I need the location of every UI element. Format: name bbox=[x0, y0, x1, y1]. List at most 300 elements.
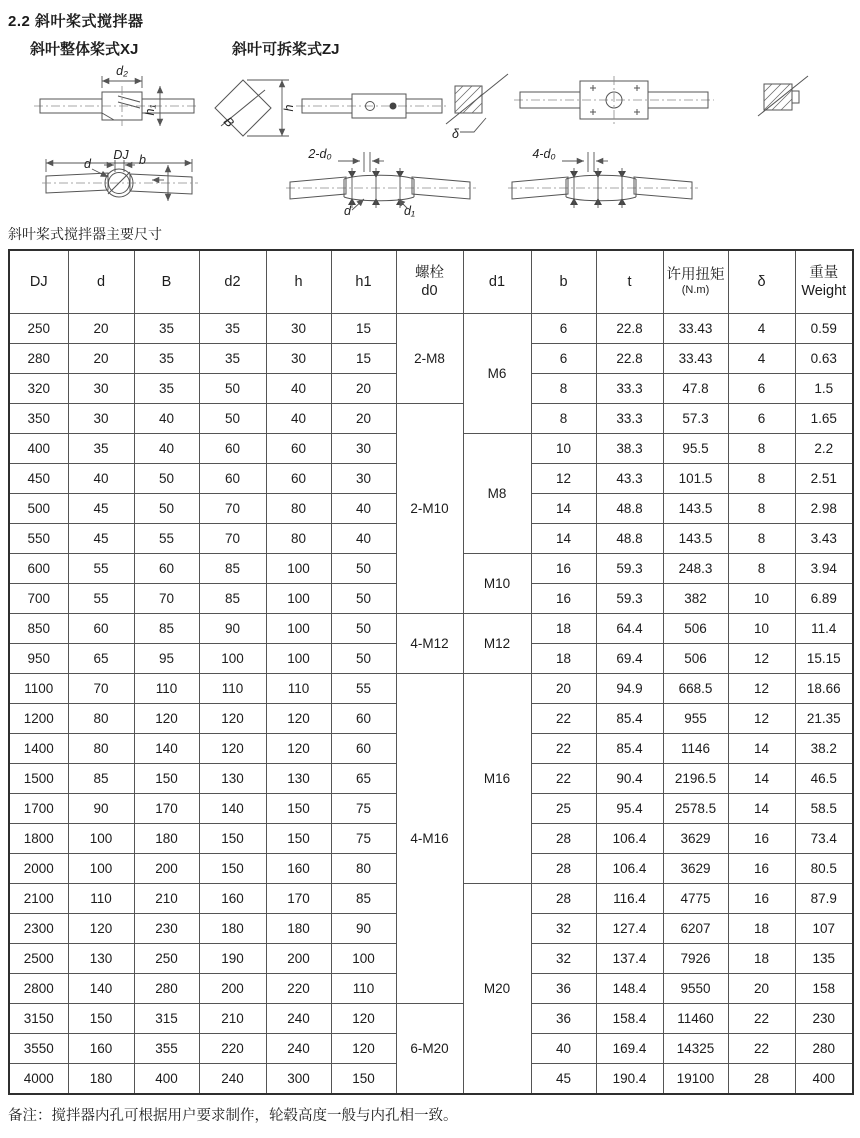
cell-h: 100 bbox=[266, 554, 331, 584]
cell-d2: 50 bbox=[199, 404, 266, 434]
table-row bbox=[9, 614, 853, 644]
cell-weight: 0.63 bbox=[795, 344, 853, 374]
cell-b: 20 bbox=[531, 674, 596, 704]
cell-d: 30 bbox=[68, 404, 134, 434]
cell-b: 16 bbox=[531, 554, 596, 584]
cell-b: 18 bbox=[531, 644, 596, 674]
cell-h1: 120 bbox=[331, 1034, 396, 1064]
dim-label-h1: h₁ bbox=[143, 104, 157, 116]
cell-h: 110 bbox=[266, 674, 331, 704]
cell-d1: M16 bbox=[463, 674, 531, 884]
cell-weight: 1.5 bbox=[795, 374, 853, 404]
cell-t: 43.3 bbox=[596, 464, 663, 494]
cell-t: 59.3 bbox=[596, 584, 663, 614]
cell-b-blade: 180 bbox=[134, 824, 199, 854]
cell-b-blade: 60 bbox=[134, 554, 199, 584]
cell-t: 33.3 bbox=[596, 374, 663, 404]
cell-h1: 110 bbox=[331, 974, 396, 1004]
cell-d2: 70 bbox=[199, 494, 266, 524]
cell-h: 120 bbox=[266, 734, 331, 764]
cell-d: 160 bbox=[68, 1034, 134, 1064]
cell-weight: 3.43 bbox=[795, 524, 853, 554]
cell-torque: 101.5 bbox=[663, 464, 728, 494]
cell-torque: 2578.5 bbox=[663, 794, 728, 824]
cell-h: 120 bbox=[266, 704, 331, 734]
variant-label-xj: 斜叶整体桨式XJ bbox=[30, 41, 139, 58]
cell-h1: 50 bbox=[331, 554, 396, 584]
col-header-weight: 重量 Weight bbox=[795, 250, 853, 314]
variant-labels bbox=[8, 38, 852, 60]
table-row bbox=[9, 404, 853, 434]
cell-t: 85.4 bbox=[596, 734, 663, 764]
cell-bolt-d0: 4-M16 bbox=[396, 674, 463, 1004]
cell-b: 22 bbox=[531, 704, 596, 734]
cell-delta: 20 bbox=[728, 974, 795, 1004]
cell-weight: 1.65 bbox=[795, 404, 853, 434]
cell-b-blade: 355 bbox=[134, 1034, 199, 1064]
cell-weight: 107 bbox=[795, 914, 853, 944]
cell-dj: 2100 bbox=[9, 884, 68, 914]
cell-t: 85.4 bbox=[596, 704, 663, 734]
cell-t: 106.4 bbox=[596, 824, 663, 854]
cell-d2: 50 bbox=[199, 374, 266, 404]
table-title: 斜叶桨式搅拌器主要尺寸 bbox=[8, 226, 162, 242]
dim-label-b: b bbox=[139, 153, 146, 167]
cell-b: 36 bbox=[531, 1004, 596, 1034]
cell-b: 25 bbox=[531, 794, 596, 824]
cell-t: 106.4 bbox=[596, 854, 663, 884]
cell-b-blade: 315 bbox=[134, 1004, 199, 1034]
col-header-t: t bbox=[596, 250, 663, 314]
cell-h1: 50 bbox=[331, 644, 396, 674]
cell-d: 20 bbox=[68, 344, 134, 374]
cell-b-blade: 120 bbox=[134, 704, 199, 734]
cell-d: 100 bbox=[68, 854, 134, 884]
xj-top-view-drawing bbox=[42, 148, 198, 201]
cell-d: 55 bbox=[68, 584, 134, 614]
cell-torque: 3629 bbox=[663, 824, 728, 854]
cell-delta: 8 bbox=[728, 464, 795, 494]
cell-delta: 14 bbox=[728, 794, 795, 824]
col-header-torque: 许用扭矩 (N.m) bbox=[663, 250, 728, 314]
cell-b-blade: 50 bbox=[134, 494, 199, 524]
cell-d2: 220 bbox=[199, 1034, 266, 1064]
cell-dj: 500 bbox=[9, 494, 68, 524]
cell-b-blade: 50 bbox=[134, 464, 199, 494]
cell-h: 150 bbox=[266, 794, 331, 824]
cell-h: 80 bbox=[266, 494, 331, 524]
cell-d: 150 bbox=[68, 1004, 134, 1034]
cell-b-blade: 85 bbox=[134, 614, 199, 644]
cell-b: 18 bbox=[531, 614, 596, 644]
cell-b-blade: 280 bbox=[134, 974, 199, 1004]
variant-label-zj: 斜叶可拆桨式ZJ bbox=[232, 41, 340, 58]
cell-weight: 230 bbox=[795, 1004, 853, 1034]
cell-dj: 3150 bbox=[9, 1004, 68, 1034]
cell-b-blade: 140 bbox=[134, 734, 199, 764]
cell-dj: 600 bbox=[9, 554, 68, 584]
dim-label-d: d bbox=[84, 157, 91, 171]
cell-weight: 2.2 bbox=[795, 434, 853, 464]
cell-b: 12 bbox=[531, 464, 596, 494]
dim-label-d2: d₂ bbox=[116, 64, 128, 78]
cell-t: 158.4 bbox=[596, 1004, 663, 1034]
cell-delta: 14 bbox=[728, 764, 795, 794]
cell-d1: M12 bbox=[463, 614, 531, 674]
cell-delta: 16 bbox=[728, 854, 795, 884]
cell-t: 33.3 bbox=[596, 404, 663, 434]
cell-d2: 85 bbox=[199, 554, 266, 584]
cell-b-blade: 200 bbox=[134, 854, 199, 884]
cell-delta: 12 bbox=[728, 704, 795, 734]
cell-dj: 4000 bbox=[9, 1064, 68, 1095]
cell-b-blade: 210 bbox=[134, 884, 199, 914]
cell-b: 40 bbox=[531, 1034, 596, 1064]
xj-hub-side-view-drawing bbox=[34, 64, 198, 126]
cell-d2: 60 bbox=[199, 434, 266, 464]
cell-dj: 320 bbox=[9, 374, 68, 404]
cell-torque: 1146 bbox=[663, 734, 728, 764]
zj-detachable-top-view-2bolt-drawing bbox=[286, 147, 476, 218]
cell-torque: 19100 bbox=[663, 1064, 728, 1095]
cell-d: 35 bbox=[68, 434, 134, 464]
cell-b: 10 bbox=[531, 434, 596, 464]
cell-b-blade: 40 bbox=[134, 434, 199, 464]
cell-h1: 60 bbox=[331, 704, 396, 734]
cell-h1: 60 bbox=[331, 734, 396, 764]
cell-d2: 180 bbox=[199, 914, 266, 944]
cell-delta: 12 bbox=[728, 644, 795, 674]
cell-b-blade: 55 bbox=[134, 524, 199, 554]
cell-weight: 135 bbox=[795, 944, 853, 974]
cell-d: 65 bbox=[68, 644, 134, 674]
cell-t: 90.4 bbox=[596, 764, 663, 794]
cell-weight: 46.5 bbox=[795, 764, 853, 794]
dim-label-DJ: DJ bbox=[113, 148, 129, 162]
cell-h1: 75 bbox=[331, 794, 396, 824]
cell-bolt-d0: 2-M10 bbox=[396, 404, 463, 614]
cell-dj: 350 bbox=[9, 404, 68, 434]
cell-weight: 11.4 bbox=[795, 614, 853, 644]
cell-b: 14 bbox=[531, 524, 596, 554]
dim-label-delta: δ bbox=[452, 127, 459, 141]
cell-torque: 955 bbox=[663, 704, 728, 734]
cell-weight: 2.98 bbox=[795, 494, 853, 524]
cell-weight: 15.15 bbox=[795, 644, 853, 674]
cell-d: 45 bbox=[68, 524, 134, 554]
cell-d2: 35 bbox=[199, 314, 266, 344]
dimensions-table bbox=[8, 249, 854, 1095]
cell-d2: 70 bbox=[199, 524, 266, 554]
cell-h: 40 bbox=[266, 404, 331, 434]
cell-dj: 550 bbox=[9, 524, 68, 554]
table-row bbox=[9, 1004, 853, 1034]
cell-b: 16 bbox=[531, 584, 596, 614]
cell-dj: 2300 bbox=[9, 914, 68, 944]
cell-h: 100 bbox=[266, 614, 331, 644]
cell-h1: 30 bbox=[331, 434, 396, 464]
cell-d: 40 bbox=[68, 464, 134, 494]
cell-dj: 2500 bbox=[9, 944, 68, 974]
zj-hub-side-view-drawing bbox=[296, 94, 446, 118]
cell-torque: 3629 bbox=[663, 854, 728, 884]
cell-t: 169.4 bbox=[596, 1034, 663, 1064]
cell-d: 70 bbox=[68, 674, 134, 704]
cell-delta: 22 bbox=[728, 1004, 795, 1034]
cell-h: 30 bbox=[266, 344, 331, 374]
col-header-h1: h1 bbox=[331, 250, 396, 314]
cell-b: 28 bbox=[531, 824, 596, 854]
cell-d: 130 bbox=[68, 944, 134, 974]
cell-delta: 14 bbox=[728, 734, 795, 764]
cell-torque: 4775 bbox=[663, 884, 728, 914]
cell-torque: 7926 bbox=[663, 944, 728, 974]
cell-d2: 150 bbox=[199, 854, 266, 884]
cell-dj: 2000 bbox=[9, 854, 68, 884]
dim-label-B: B bbox=[220, 114, 237, 131]
cell-weight: 3.94 bbox=[795, 554, 853, 584]
cell-d: 110 bbox=[68, 884, 134, 914]
cell-torque: 248.3 bbox=[663, 554, 728, 584]
cell-b-blade: 35 bbox=[134, 344, 199, 374]
cell-d1: M8 bbox=[463, 434, 531, 554]
cell-d2: 35 bbox=[199, 344, 266, 374]
cell-dj: 280 bbox=[9, 344, 68, 374]
cell-h: 40 bbox=[266, 374, 331, 404]
cell-dj: 450 bbox=[9, 464, 68, 494]
cell-h: 160 bbox=[266, 854, 331, 884]
cell-b: 32 bbox=[531, 914, 596, 944]
cell-h: 60 bbox=[266, 464, 331, 494]
cell-weight: 6.89 bbox=[795, 584, 853, 614]
cell-h1: 50 bbox=[331, 584, 396, 614]
cell-delta: 6 bbox=[728, 404, 795, 434]
cell-delta: 16 bbox=[728, 824, 795, 854]
cell-bolt-d0: 2-M8 bbox=[396, 314, 463, 404]
cell-h: 240 bbox=[266, 1004, 331, 1034]
cell-b: 45 bbox=[531, 1064, 596, 1095]
cell-dj: 850 bbox=[9, 614, 68, 644]
cell-h1: 50 bbox=[331, 614, 396, 644]
cell-dj: 1100 bbox=[9, 674, 68, 704]
cell-delta: 10 bbox=[728, 584, 795, 614]
blade-section-delta-drawing bbox=[446, 74, 508, 141]
cell-d: 90 bbox=[68, 794, 134, 824]
cell-t: 48.8 bbox=[596, 494, 663, 524]
cell-weight: 38.2 bbox=[795, 734, 853, 764]
cell-delta: 8 bbox=[728, 524, 795, 554]
cell-h1: 40 bbox=[331, 494, 396, 524]
dim-label-h: h bbox=[282, 104, 296, 112]
cell-d: 55 bbox=[68, 554, 134, 584]
cell-torque: 95.5 bbox=[663, 434, 728, 464]
cell-t: 38.3 bbox=[596, 434, 663, 464]
cell-dj: 2800 bbox=[9, 974, 68, 1004]
cell-t: 48.8 bbox=[596, 524, 663, 554]
cell-d: 80 bbox=[68, 704, 134, 734]
cell-weight: 58.5 bbox=[795, 794, 853, 824]
cell-b: 36 bbox=[531, 974, 596, 1004]
cell-t: 94.9 bbox=[596, 674, 663, 704]
cell-d: 20 bbox=[68, 314, 134, 344]
cell-dj: 3550 bbox=[9, 1034, 68, 1064]
table-row bbox=[9, 314, 853, 344]
cell-d: 140 bbox=[68, 974, 134, 1004]
cell-d2: 60 bbox=[199, 464, 266, 494]
cell-h1: 20 bbox=[331, 404, 396, 434]
cell-h: 300 bbox=[266, 1064, 331, 1095]
cell-weight: 80.5 bbox=[795, 854, 853, 884]
cell-d: 60 bbox=[68, 614, 134, 644]
table-header bbox=[9, 250, 853, 314]
header-row bbox=[9, 250, 853, 314]
cell-d2: 110 bbox=[199, 674, 266, 704]
col-header-d: d bbox=[68, 250, 134, 314]
cell-d: 180 bbox=[68, 1064, 134, 1095]
cell-h: 220 bbox=[266, 974, 331, 1004]
col-header-b: b bbox=[531, 250, 596, 314]
cell-torque: 9550 bbox=[663, 974, 728, 1004]
cell-delta: 12 bbox=[728, 674, 795, 704]
zj-detachable-top-view-4bolt-drawing bbox=[508, 147, 698, 208]
cell-h1: 65 bbox=[331, 764, 396, 794]
cell-b: 6 bbox=[531, 344, 596, 374]
cell-delta: 22 bbox=[728, 1034, 795, 1064]
cell-b: 32 bbox=[531, 944, 596, 974]
cell-d1: M20 bbox=[463, 884, 531, 1095]
cell-h: 170 bbox=[266, 884, 331, 914]
cell-delta: 8 bbox=[728, 494, 795, 524]
cell-torque: 143.5 bbox=[663, 494, 728, 524]
col-header-bolt-d0: 螺栓 d0 bbox=[396, 250, 463, 314]
cell-h1: 75 bbox=[331, 824, 396, 854]
cell-h: 240 bbox=[266, 1034, 331, 1064]
dim-label-4-d0: 4-d₀ bbox=[532, 147, 556, 161]
cell-d2: 100 bbox=[199, 644, 266, 674]
cell-torque: 2196.5 bbox=[663, 764, 728, 794]
dim-label-d1: d₁ bbox=[404, 204, 415, 218]
cell-delta: 4 bbox=[728, 344, 795, 374]
cell-d2: 190 bbox=[199, 944, 266, 974]
cell-d2: 90 bbox=[199, 614, 266, 644]
cell-d2: 160 bbox=[199, 884, 266, 914]
cell-delta: 6 bbox=[728, 374, 795, 404]
cell-b-blade: 230 bbox=[134, 914, 199, 944]
cell-b-blade: 250 bbox=[134, 944, 199, 974]
cell-h1: 30 bbox=[331, 464, 396, 494]
cell-d1: M10 bbox=[463, 554, 531, 614]
cell-b-blade: 110 bbox=[134, 674, 199, 704]
cell-t: 137.4 bbox=[596, 944, 663, 974]
col-header-delta: δ bbox=[728, 250, 795, 314]
cell-b-blade: 150 bbox=[134, 764, 199, 794]
cell-b: 6 bbox=[531, 314, 596, 344]
cell-d: 45 bbox=[68, 494, 134, 524]
cell-d2: 120 bbox=[199, 704, 266, 734]
cell-b: 28 bbox=[531, 884, 596, 914]
cell-d: 80 bbox=[68, 734, 134, 764]
cell-dj: 1200 bbox=[9, 704, 68, 734]
cell-b: 28 bbox=[531, 854, 596, 884]
cell-bolt-d0: 6-M20 bbox=[396, 1004, 463, 1095]
cell-delta: 18 bbox=[728, 944, 795, 974]
blade-section-2-drawing bbox=[758, 76, 808, 116]
cell-weight: 73.4 bbox=[795, 824, 853, 854]
col-header-b-blade: B bbox=[134, 250, 199, 314]
cell-torque: 14325 bbox=[663, 1034, 728, 1064]
cell-h1: 120 bbox=[331, 1004, 396, 1034]
cell-delta: 16 bbox=[728, 884, 795, 914]
footnote: 备注：搅拌器内孔可根据用户要求制作，轮毂高度一般与内孔相一致。 bbox=[8, 1108, 458, 1124]
cell-delta: 4 bbox=[728, 314, 795, 344]
cell-weight: 280 bbox=[795, 1034, 853, 1064]
cell-d2: 140 bbox=[199, 794, 266, 824]
cell-dj: 700 bbox=[9, 584, 68, 614]
cell-h: 60 bbox=[266, 434, 331, 464]
cell-h1: 20 bbox=[331, 374, 396, 404]
cell-weight: 87.9 bbox=[795, 884, 853, 914]
cell-t: 148.4 bbox=[596, 974, 663, 1004]
cell-delta: 8 bbox=[728, 434, 795, 464]
cell-dj: 950 bbox=[9, 644, 68, 674]
cell-torque: 57.3 bbox=[663, 404, 728, 434]
technical-drawings bbox=[8, 60, 852, 218]
cell-dj: 1400 bbox=[9, 734, 68, 764]
cell-h: 150 bbox=[266, 824, 331, 854]
cell-t: 22.8 bbox=[596, 344, 663, 374]
cell-torque: 33.43 bbox=[663, 344, 728, 374]
cell-d: 85 bbox=[68, 764, 134, 794]
cell-torque: 33.43 bbox=[663, 314, 728, 344]
cell-delta: 28 bbox=[728, 1064, 795, 1095]
cell-h: 100 bbox=[266, 584, 331, 614]
cell-h1: 100 bbox=[331, 944, 396, 974]
cell-b-blade: 35 bbox=[134, 314, 199, 344]
cell-dj: 1500 bbox=[9, 764, 68, 794]
cell-dj: 1700 bbox=[9, 794, 68, 824]
cell-b: 22 bbox=[531, 734, 596, 764]
cell-d2: 150 bbox=[199, 824, 266, 854]
cell-bolt-d0: 4-M12 bbox=[396, 614, 463, 674]
cell-torque: 668.5 bbox=[663, 674, 728, 704]
dim-label-d-lower: d bbox=[344, 204, 351, 218]
cell-h1: 15 bbox=[331, 314, 396, 344]
cell-torque: 382 bbox=[663, 584, 728, 614]
cell-b: 8 bbox=[531, 374, 596, 404]
cell-b: 14 bbox=[531, 494, 596, 524]
cell-torque: 11460 bbox=[663, 1004, 728, 1034]
cell-h: 100 bbox=[266, 644, 331, 674]
cell-b: 8 bbox=[531, 404, 596, 434]
cell-h: 30 bbox=[266, 314, 331, 344]
cell-h: 180 bbox=[266, 914, 331, 944]
cell-d: 100 bbox=[68, 824, 134, 854]
cell-h1: 150 bbox=[331, 1064, 396, 1095]
cell-t: 127.4 bbox=[596, 914, 663, 944]
cell-weight: 0.59 bbox=[795, 314, 853, 344]
cell-weight: 18.66 bbox=[795, 674, 853, 704]
cell-d2: 200 bbox=[199, 974, 266, 1004]
dims-table-body bbox=[9, 314, 853, 1095]
cell-d2: 240 bbox=[199, 1064, 266, 1095]
cell-h: 130 bbox=[266, 764, 331, 794]
cell-d2: 130 bbox=[199, 764, 266, 794]
cell-delta: 10 bbox=[728, 614, 795, 644]
cell-d: 120 bbox=[68, 914, 134, 944]
cell-t: 190.4 bbox=[596, 1064, 663, 1095]
cell-torque: 506 bbox=[663, 644, 728, 674]
cell-d2: 120 bbox=[199, 734, 266, 764]
